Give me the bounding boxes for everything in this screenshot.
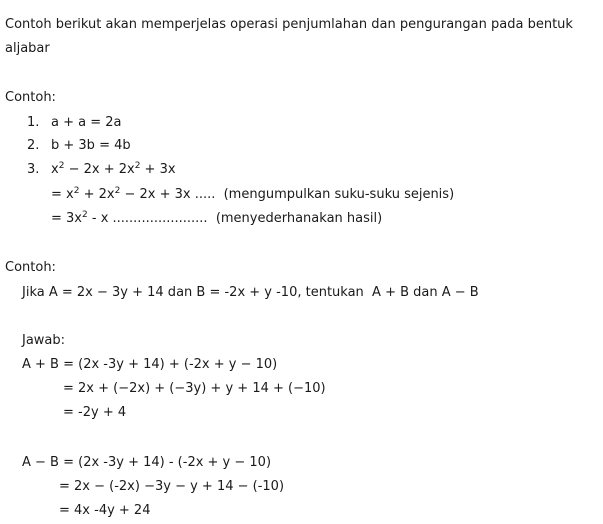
intro-line-2: aljabar (5, 41, 50, 56)
diff-line-3: = 4x -4y + 24 (59, 503, 151, 518)
list-expression (51, 161, 176, 179)
example-1-heading: Contoh: (5, 90, 56, 105)
exponent: 2 (82, 210, 88, 220)
diff-line-2: = 2x − (-2x) −3y − y + 14 − (-10) (59, 479, 285, 494)
expr-part: - x ....................... (menyederhanakan hasil) (87, 211, 383, 226)
step-collect (51, 186, 454, 204)
list-expression: a + a = 2a (51, 115, 122, 130)
expr-part: + 3x (140, 162, 176, 177)
exponent: 2 (114, 186, 121, 196)
expr-part: − 2x + 2x (64, 162, 135, 177)
step-simplify (51, 210, 382, 228)
expr-part: = 3x (51, 211, 82, 226)
diff-line-1: A − B = (2x -3y + 14) - (-2x + y − 10) (22, 455, 272, 470)
expr-part: + 2x (79, 187, 115, 202)
list-expression: b + 3b = 4b (51, 138, 131, 153)
list-number: 2. (27, 138, 40, 153)
expr-part: x (51, 162, 59, 177)
list-item-2 (27, 137, 131, 155)
expr-part: = x (51, 187, 74, 202)
list-item-3 (27, 161, 176, 179)
sum-line-3: = -2y + 4 (63, 405, 127, 420)
exponent: 2 (134, 161, 141, 171)
sum-line-2: = 2x + (−2x) + (−3y) + y + 14 + (−10) (63, 381, 326, 396)
expr-part: − 2x + 3x ..... (mengumpulkan suku-suku sejenis) (120, 187, 455, 202)
example-2-heading: Contoh: (5, 260, 56, 275)
list-number: 3. (27, 162, 40, 177)
exponent: 2 (73, 186, 80, 196)
list-number: 1. (27, 115, 40, 130)
sum-line-1: A + B = (2x -3y + 14) + (-2x + y − 10) (22, 357, 278, 372)
answer-label: Jawab: (22, 333, 66, 348)
intro-line-1: Contoh berikut akan memperjelas operasi penjumlahan dan pengurangan pada bentuk (5, 17, 573, 32)
exponent: 2 (58, 161, 65, 171)
problem-statement: Jika A = 2x − 3y + 14 dan B = -2x + y -10, tentukan A + B dan A − B (22, 285, 479, 300)
list-item-1 (27, 114, 122, 132)
